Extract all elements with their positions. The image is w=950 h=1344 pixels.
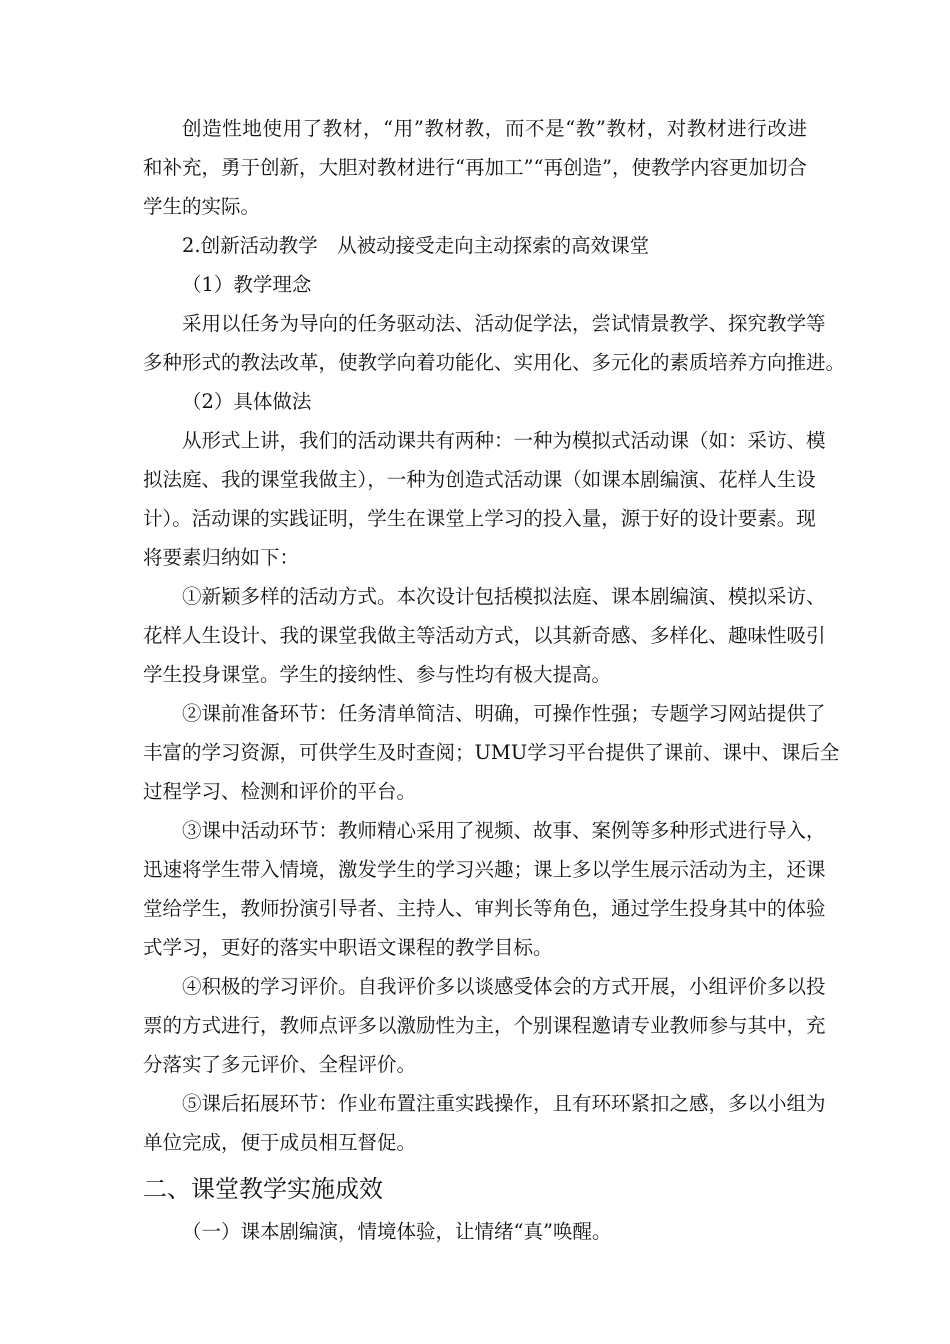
paragraph-line: ②课前准备环节：任务清单简洁、明确，可操作性强；专题学习网站提供了 <box>182 702 826 725</box>
paragraph-line: 学生的实际。 <box>143 195 261 218</box>
paragraph-line: 票的方式进行，教师点评多以激励性为主，个别课程邀请专业教师参与其中，充 <box>143 1014 826 1037</box>
paragraph-line: 和补充，勇于创新，大胆对教材进行“再加工”“再创造”，使教学内容更加切合 <box>143 156 807 179</box>
paragraph-line: 迅速将学生带入情境，激发学生的学习兴趣；课上多以学生展示活动为主，还课 <box>143 858 826 881</box>
paragraph-line: 从形式上讲，我们的活动课共有两种：一种为模拟式活动课（如：采访、模 <box>182 429 826 452</box>
paragraph-line: ④积极的学习评价。自我评价多以谈感受体会的方式开展，小组评价多以投 <box>182 975 826 998</box>
paragraph-line: 多种形式的教法改革，使教学向着功能化、实用化、多元化的素质培养方向推进。 <box>143 351 846 374</box>
paragraph-line: 过程学习、检测和评价的平台。 <box>143 780 417 803</box>
paragraph-line: 计）。活动课的实践证明，学生在课堂上学习的投入量，源于好的设计要素。现 <box>143 507 816 530</box>
paragraph-line: 将要素归纳如下： <box>143 546 300 569</box>
paragraph-line: 单位完成，便于成员相互督促。 <box>143 1131 417 1154</box>
paragraph-line: 2.创新活动教学 从被动接受走向主动探索的高效课堂 <box>182 234 650 257</box>
paragraph-line: ⑤课后拓展环节：作业布置注重实践操作，且有环环紧扣之感，多以小组为 <box>182 1092 826 1115</box>
paragraph-line: 学生投身课堂。学生的接纳性、参与性均有极大提高。 <box>143 663 612 686</box>
paragraph-line: 采用以任务为导向的任务驱动法、活动促学法，尝试情景教学、探究教学等 <box>182 312 826 335</box>
paragraph-line: 拟法庭、我的课堂我做主），一种为创造式活动课（如课本剧编演、花样人生设 <box>143 468 816 491</box>
paragraph-line: 分落实了多元评价、全程评价。 <box>143 1053 417 1076</box>
section-heading: 二、课堂教学实施成效 <box>143 1175 383 1203</box>
paragraph-line: （一）课本剧编演，情境体验，让情绪“真”唤醒。 <box>182 1220 612 1243</box>
paragraph-line: ③课中活动环节：教师精心采用了视频、故事、案例等多种形式进行导入， <box>182 819 826 842</box>
paragraph-line: 创造性地使用了教材，“用”教材教，而不是“教”教材，对教材进行改进 <box>182 117 807 140</box>
paragraph-line: 丰富的学习资源，可供学生及时查阅；UMU学习平台提供了课前、课中、课后全 <box>143 741 840 764</box>
paragraph-line: （2）具体做法 <box>182 390 312 413</box>
paragraph-line: 花样人生设计、我的课堂我做主等活动方式，以其新奇感、多样化、趣味性吸引 <box>143 624 826 647</box>
paragraph-line: 堂给学生，教师扮演引导者、主持人、审判长等角色，通过学生投身其中的体验 <box>143 897 826 920</box>
paragraph-line: （1）教学理念 <box>182 273 312 296</box>
paragraph-line: ①新颖多样的活动方式。本次设计包括模拟法庭、课本剧编演、模拟采访、 <box>182 585 826 608</box>
paragraph-line: 式学习，更好的落实中职语文课程的教学目标。 <box>143 936 553 959</box>
